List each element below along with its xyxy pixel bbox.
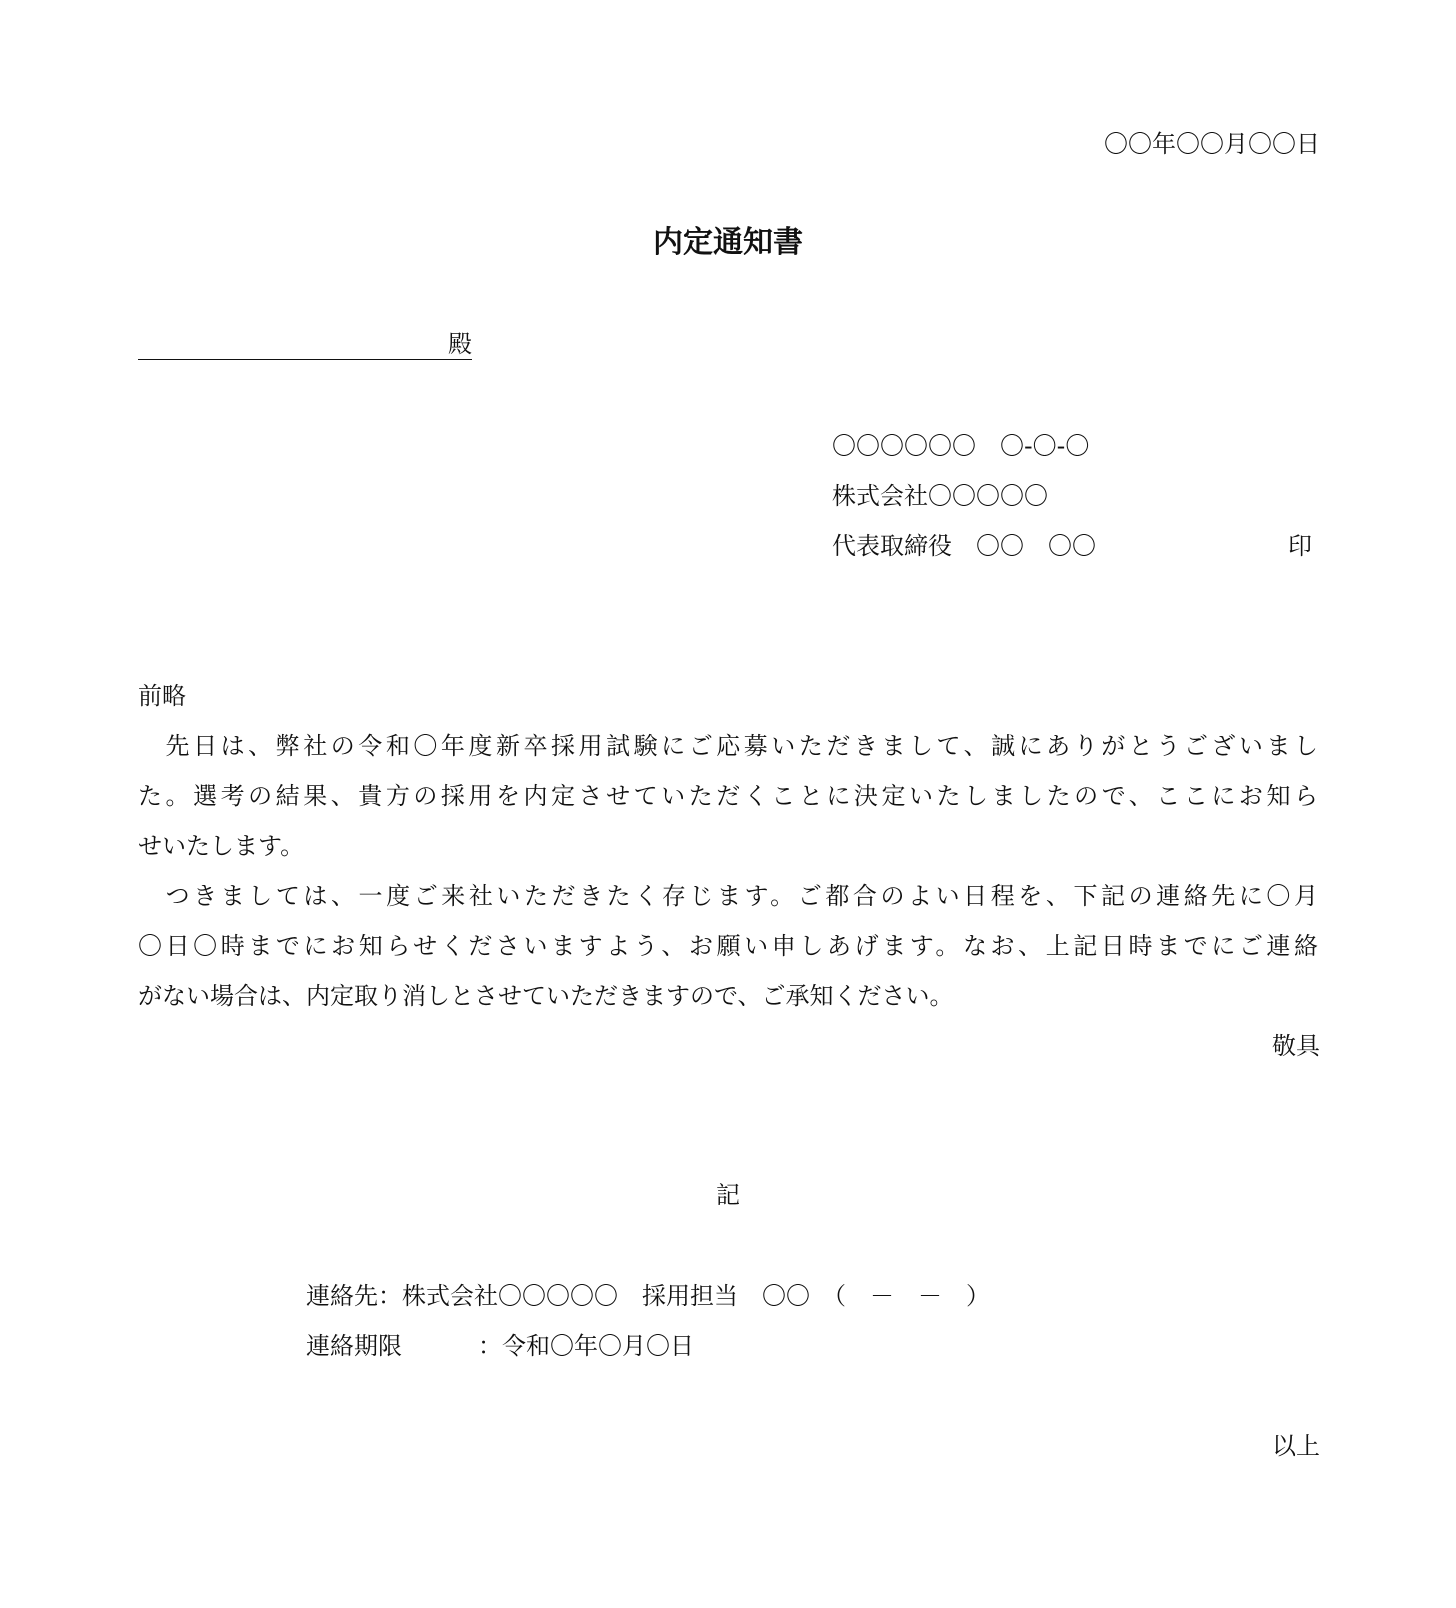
- body-line: 〇日〇時までにお知らせくださいますよう、お願い申しあげます。なお、上記日時までにご連絡: [138, 932, 1318, 960]
- document-date: 〇〇年〇〇月〇〇日: [1104, 130, 1320, 158]
- document-title: 内定通知書: [653, 225, 803, 260]
- greeting: 前略: [138, 682, 186, 710]
- closing-phrase: 敬具: [1272, 1032, 1320, 1060]
- contact-label: 連絡先：: [306, 1282, 402, 1310]
- body-line: がない場合は、内定取り消しとさせていただきますので、ご承知ください。: [138, 982, 954, 1010]
- contact-value: 株式会社〇〇〇〇〇 採用担当 〇〇 （ － － ）: [402, 1282, 990, 1310]
- body-line: つきましては、一度ご来社いただきたく存じます。ご都合のよい日程を、下記の連絡先に〇月: [138, 882, 1318, 910]
- end-mark: 以上: [1272, 1432, 1320, 1460]
- seal-mark: 印: [1288, 532, 1312, 560]
- recipient-honorific: 殿: [448, 330, 472, 358]
- deadline-row: [306, 1332, 694, 1360]
- recipient-line: [138, 332, 472, 360]
- sender-address: 〇〇〇〇〇〇 〇-〇-〇: [832, 432, 1090, 460]
- body-line: せいたします。: [138, 832, 305, 860]
- sender-company: 株式会社〇〇〇〇〇: [832, 482, 1048, 510]
- body-line: た。選考の結果、貴方の採用を内定させていただくことに決定いたしましたので、ここにお知ら: [138, 782, 1318, 810]
- sender-representative-line: [832, 532, 1312, 560]
- contact-row: [306, 1284, 990, 1308]
- deadline-value: ：令和〇年〇月〇日: [478, 1332, 694, 1360]
- sender-representative: 代表取締役 〇〇 〇〇: [832, 532, 1096, 560]
- body-line: 先日は、弊社の令和〇年度新卒採用試験にご応募いただきまして、誠にありがとうございまし: [138, 732, 1318, 760]
- deadline-label: 連絡期限: [306, 1332, 402, 1360]
- ki-heading: 記: [716, 1181, 740, 1209]
